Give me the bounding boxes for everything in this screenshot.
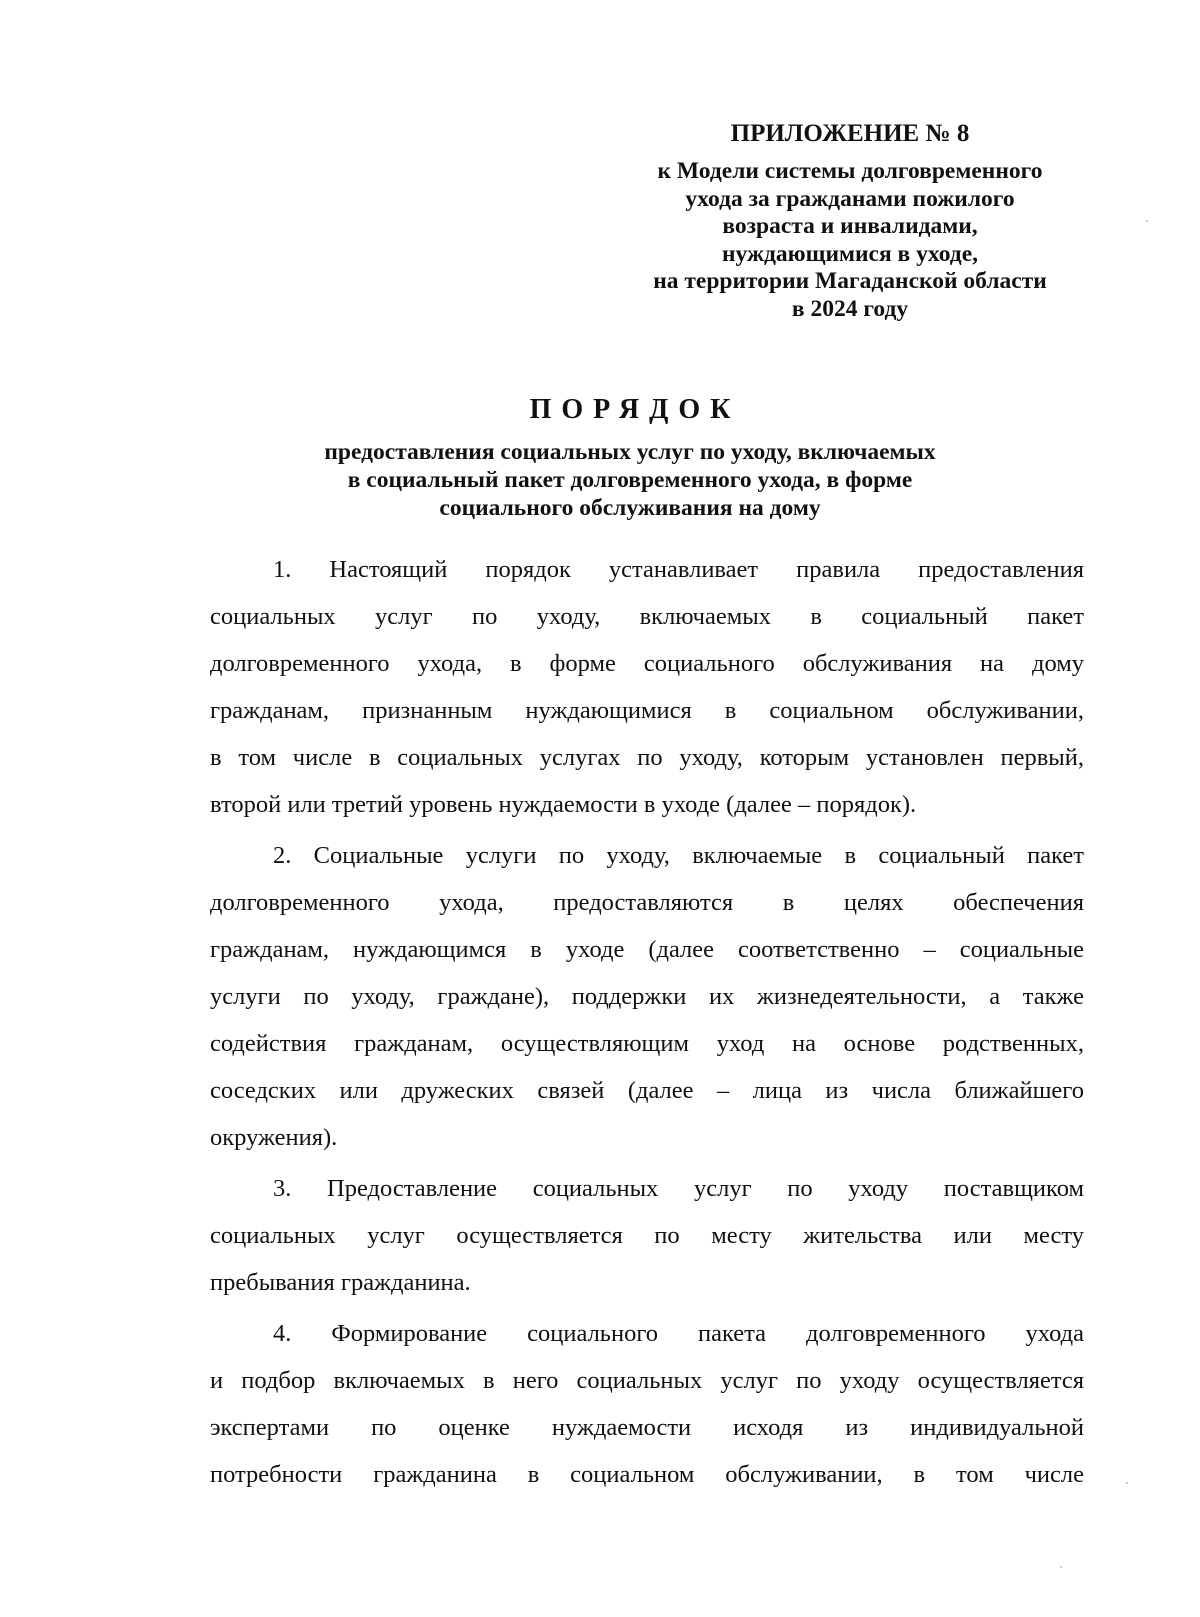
paragraph-line: пребывания гражданина. [210,1269,471,1296]
paragraph-line: 1. Настоящий порядок устанавливает правила предоставления [273,556,1084,583]
paragraph-line: долговременного ухода, предоставляются в целях обеспечения [210,889,1084,916]
document-subtitle [240,438,1020,522]
appendix-line: в 2024 году [791,295,909,322]
paragraph-line: окружения). [210,1124,338,1151]
appendix-line: возраста и инвалидами, [722,213,978,239]
document-body [210,546,1084,1502]
appendix-line: к Модели системы долговременного [657,158,1043,184]
scan-speck [1146,220,1148,222]
document-title: ПОРЯДОК [529,394,741,425]
paragraph-line: содействия гражданам, осуществляющим уход на основе родственных, [210,1030,1084,1057]
paragraph-line: гражданам, нуждающимся в уходе (далее соответственно – социальные [210,936,1084,963]
paragraph-4 [210,1310,1084,1498]
paragraph-line: социальных услуг по уходу, включаемых в социальный пакет [210,603,1084,630]
paragraph-line: 2. Социальные услуги по уходу, включаемые в социальный пакет [273,842,1084,869]
scan-speck [1060,1566,1062,1568]
appendix-line: ухода за гражданами пожилого [685,185,1015,212]
subtitle-line: социального обслуживания на дому [439,495,821,521]
paragraph-line: услуги по уходу, граждане), поддержки их жизнедеятельности, а также [210,983,1084,1010]
scan-speck [1126,1482,1128,1484]
appendix-line: нуждающимися в уходе, [722,240,978,267]
paragraph-3 [210,1165,1084,1306]
appendix-header [620,118,1080,323]
subtitle-line: в социальный пакет долговременного ухода, в форме [347,467,913,493]
appendix-line: на территории Магаданской области [653,268,1047,294]
paragraph-line: второй или третий уровень нуждаемости в уходе (далее – порядок). [210,791,917,818]
paragraph-line: гражданам, признанным нуждающимися в социальном обслуживании, [210,697,1084,724]
paragraph-line: 3. Предоставление социальных услуг по уходу поставщиком [273,1175,1084,1202]
paragraph-line: экспертами по оценке нуждаемости исходя из индивидуальной [210,1414,1084,1441]
paragraph-line: социальных услуг осуществляется по месту жительства или месту [210,1222,1084,1249]
paragraph-1 [210,546,1084,828]
paragraph-line: и подбор включаемых в него социальных услуг по уходу осуществляется [210,1367,1084,1394]
paragraph-line: в том числе в социальных услугах по уходу, которым установлен первый, [210,744,1084,771]
paragraph-line: долговременного ухода, в форме социального обслуживания на дому [210,650,1084,677]
appendix-title: ПРИЛОЖЕНИЕ № 8 [730,120,970,147]
paragraph-2 [210,832,1084,1161]
paragraph-line: соседских или дружеских связей (далее – лица из числа ближайшего [210,1077,1084,1104]
paragraph-line: 4. Формирование социального пакета долговременного ухода [273,1320,1084,1347]
subtitle-line: предоставления социальных услуг по уходу, включаемых [324,439,936,465]
paragraph-line: потребности гражданина в социальном обслуживании, в том числе [210,1461,1084,1488]
